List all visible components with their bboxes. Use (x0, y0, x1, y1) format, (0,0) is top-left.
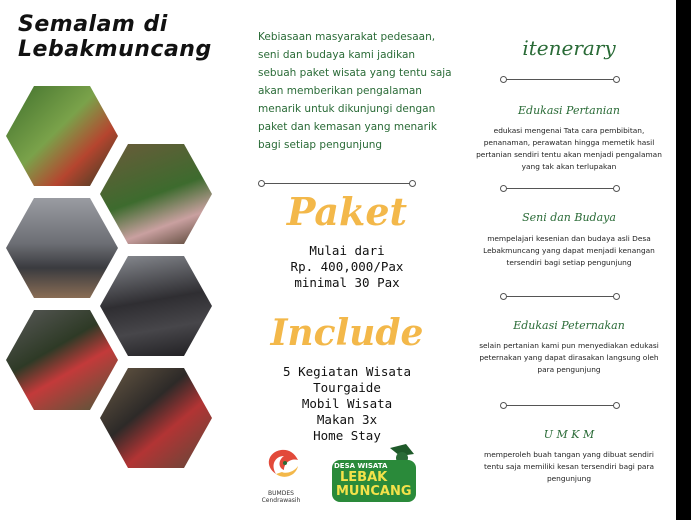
photo-collage (0, 80, 232, 520)
title-line-1: Semalam di (18, 12, 168, 37)
photo-performance (100, 256, 212, 356)
bird-icon (254, 446, 308, 486)
paket-heading: Paket (286, 189, 408, 234)
price-line-3: minimal 30 Pax (294, 275, 400, 290)
photo-hall (6, 198, 118, 298)
section-text: selain pertanian kami pun menyediakan edukasi peternakan yang dapat dirasakan langsung oleh para pengunjung (479, 341, 659, 374)
desa-wisata-logo (328, 442, 424, 506)
section-heading: Edukasi Peternakan (513, 319, 625, 332)
logo2-line-3: MUNCANG (336, 484, 412, 499)
edge-bar (676, 0, 691, 520)
divider (504, 296, 616, 297)
panel-photos (0, 0, 232, 520)
include-item: Home Stay (313, 428, 381, 443)
title-line-2: Lebakmuncang (18, 37, 212, 62)
panel-package (232, 0, 462, 520)
divider (504, 405, 616, 406)
bumdes-logo-text: BUMDES Cendrawasih (261, 490, 301, 504)
include-item: Mobil Wisata (301, 396, 393, 411)
include-heading: Include (270, 312, 424, 354)
brochure-title (18, 12, 212, 62)
section-heading: Seni dan Budaya (522, 211, 616, 224)
itinerary-title: itenerary (522, 36, 616, 60)
panel-itinerary (462, 0, 676, 520)
divider (504, 188, 616, 189)
price-info (232, 243, 462, 291)
logo2-line-1: DESA WISATA (334, 462, 388, 470)
price-line-1: Mulai dari (309, 243, 385, 258)
photo-farming-1 (6, 86, 118, 186)
section-text: memperoleh buah tangan yang dibuat sendiri tentu saja memiliki kesan tersendiri bagi para pengunjung (484, 450, 654, 483)
intro-text: Kebiasaan masyarakat pedesaan, seni dan budaya kami jadikan sebuah paket wisata yang tentu saja akan memberikan pengalaman menarik untuk dikunjungi dengan paket dan kemasan yang menarik bagi setiap pengunjung (258, 31, 452, 151)
photo-feeding (100, 368, 212, 468)
divider (262, 183, 412, 184)
price-line-2: Rp. 400,000/Pax (290, 259, 404, 274)
include-list (232, 364, 462, 444)
photo-livestock (6, 310, 118, 410)
section-text: mempelajari kesenian dan budaya asli Desa Lebakmuncang yang dapat menjadi kenangan tersendiri bagi setiap pengunjung (483, 234, 655, 267)
photo-farming-2 (100, 144, 212, 244)
include-item: 5 Kegiatan Wisata (283, 364, 411, 379)
section-text: edukasi mengenai Tata cara pembibitan, penanaman, perawatan hingga memetik hasil pertanian sendiri tentu akan menjadi pengalaman yang tak akan terlupakan (476, 126, 662, 171)
logo2-line-2: LEBAK (340, 470, 388, 485)
include-item: Tourgaide (313, 380, 381, 395)
bumdes-logo (254, 446, 308, 504)
include-item: Makan 3x (316, 412, 378, 427)
section-heading: U M K M (543, 428, 595, 441)
divider (504, 79, 616, 80)
section-heading: Edukasi Pertanian (518, 104, 620, 117)
